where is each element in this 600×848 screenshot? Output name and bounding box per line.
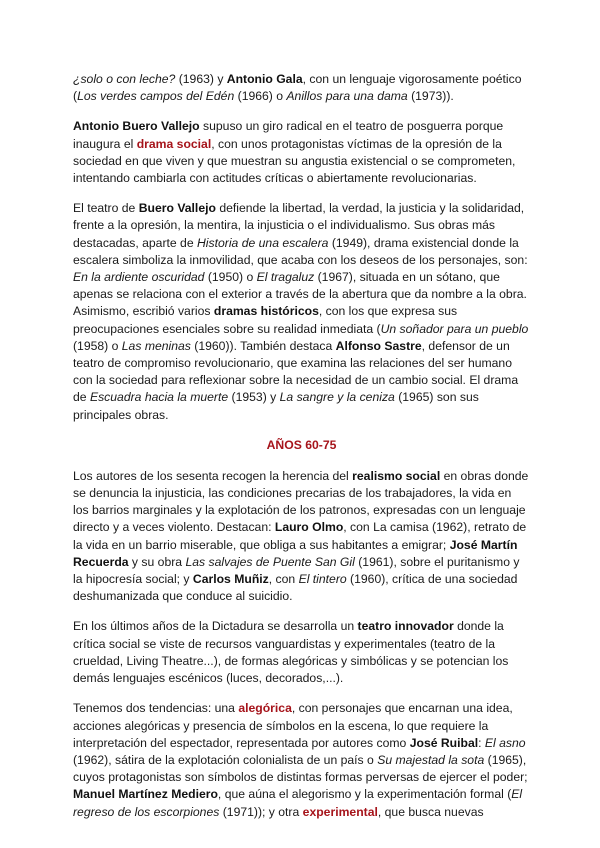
section-heading: AÑOS 60-75: [266, 437, 337, 452]
paragraph-5: En los últimos años de la Dictadura se desarrolla un teatro innovador donde la crítica social se viste de recursos vanguardistas y experimentales (teatro de la crueldad, Living Theatre...), de formas alegóricas y simbólicas y se potencian los demás lenguajes escénicos (luces, decorados,...).: [73, 619, 509, 686]
paragraph-2: Antonio Buero Vallejo supuso un giro radical en el teatro de posguerra porque inaugura el drama social, con unos protagonistas víctimas de la opresión de la sociedad en que viven y que muestran su angustia existencial o se comprometen, intentando cambiarla con actitudes críticas o abiertamente revolucionarias.: [73, 119, 516, 186]
paragraph-4: Los autores de los sesenta recogen la herencia del realismo social en obras donde se denuncia la injusticia, las condiciones precarias de los trabajadores, la vida en los barrios marginales y la explotación de los patronos, expresadas con un lenguaje directo y a veces violento. Destacan: Lauro Olmo, con La camisa (1962), retrato de la vida en un barrio miserable, que obliga a sus habitantes a emigrar; José Martín Recuerda y su obra Las salvajes de Puente San Gil (1961), sobre el puritanismo y la hipocresía social; y Carlos Muñiz, con El tintero (1960), crítica de una sociedad deshumanizada que conduce al suicidio.: [73, 468, 529, 604]
paragraph-1: ¿solo o con leche? (1963) y Antonio Gala, con un lenguaje vigorosamente poético (Los verdes campos del Edén (1966) o Anillos para una dama (1973)).: [73, 72, 522, 104]
paragraph-3: El teatro de Buero Vallejo defiende la libertad, la verdad, la justicia y la solidaridad, frente a la opresión, la mentira, la injusticia o el individualismo. Sus obras más destacadas, aparte de Historia de una escalera (1949), drama existencial donde la escalera simboliza la inmovilidad, que acaba con los deseos de los personajes, son: En la ardiente oscuridad (1950) o El tragaluz (1967), situada en un sótano, que apenas se relaciona con el exterior a través de la abertura que da nombre a la obra. Asimismo, escribió varios dramas históricos, con los que expresa sus preocupaciones esenciales sobre su realidad inmediata (Un soñador para un pueblo (1958) o Las meninas (1960)). También destaca Alfonso Sastre, defensor de un teatro de compromiso revolucionario, que examina las relaciones del ser humano con la sociedad para reflexionar sobre la necesidad de un cambio social. El drama de Escuadra hacia la muerte (1953) y La sangre y la ceniza (1965) son sus principales obras.: [73, 201, 529, 422]
paragraph-6: Tenemos dos tendencias: una alegórica, con personajes que encarnan una idea, acciones alegóricas y presencia de símbolos en la escena, lo que requiere la interpretación del espectador, representada por autores como José Ruibal: El asno (1962), sátira de la explotación colonialista de un país o Su majestad la sota (1965), cuyos protagonistas son símbolos de distintas formas perversas de ejercer el poder; Manuel Martínez Mediero, que aúna el alegorismo y la experimentación formal (El regreso de los escorpiones (1971)); y otra experimental, que busca nuevas: [73, 701, 528, 819]
